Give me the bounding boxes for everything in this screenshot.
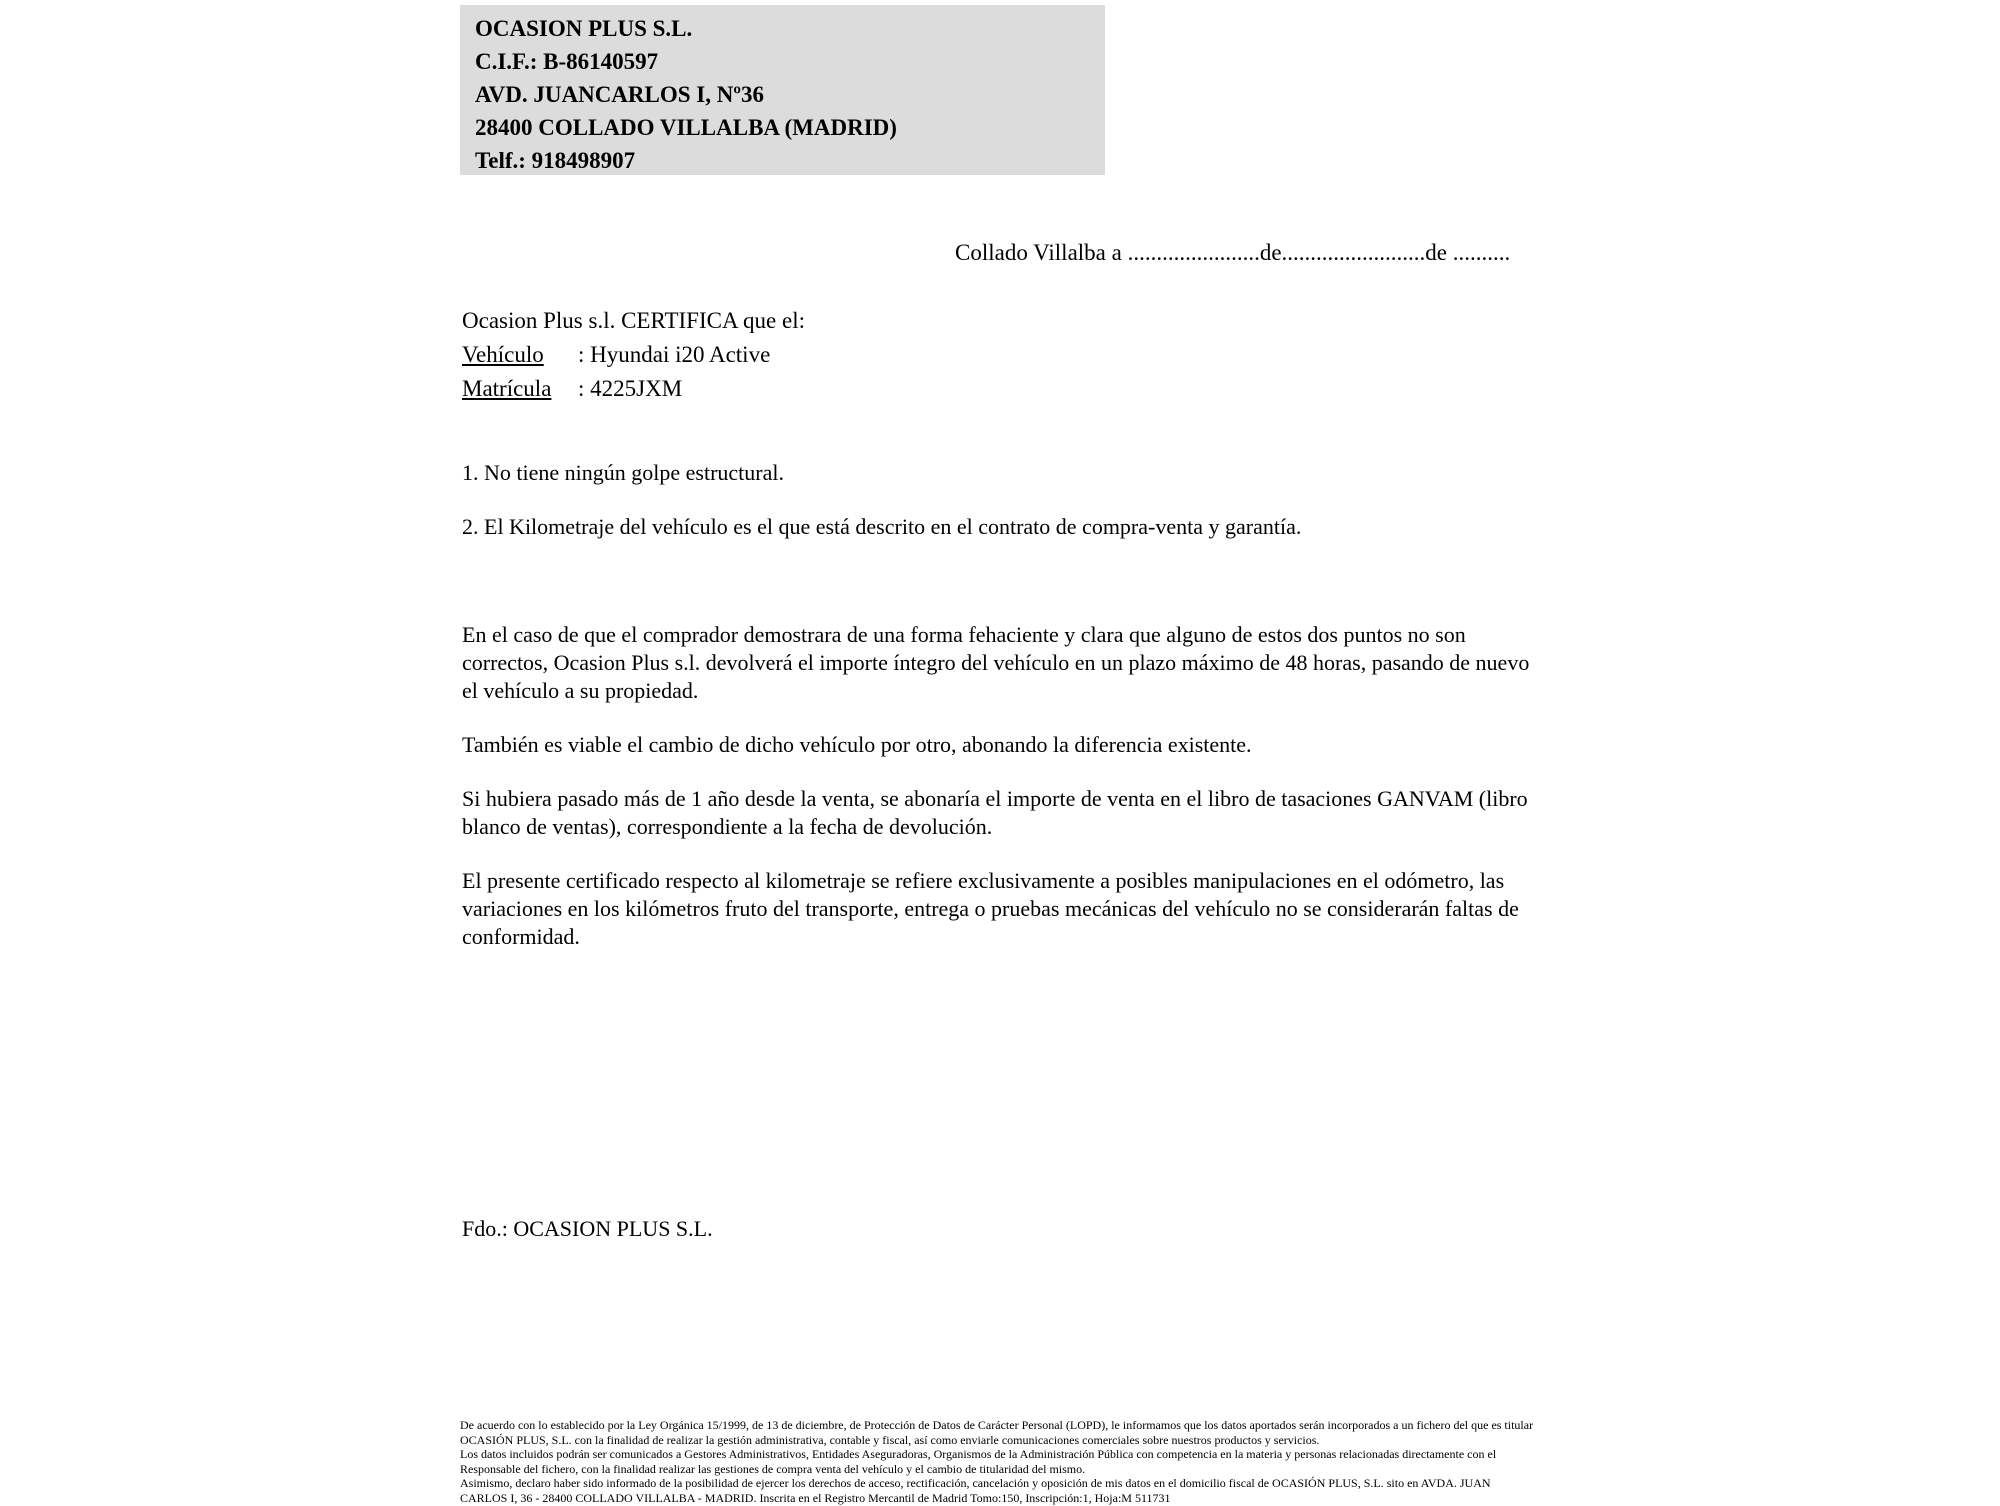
legal-line-2: OCASIÓN PLUS, S.L. con la finalidad de realizar la gestión administrativa, contable y fiscal, así como enviarle comunicaciones comerciales sobre nuestros productos y servicios. — [460, 1432, 1320, 1447]
paragraph-odometer: El presente certificado respecto al kilometraje se refiere exclusivamente a posibles manipulaciones en el odómetro, las variaciones en los kilómetros fruto del transporte, entrega o pruebas mecánicas del vehículo no se considerarán faltas de conformidad. — [462, 868, 1519, 949]
paragraph-refund: En el caso de que el comprador demostrara de una forma fehaciente y clara que alguno de estos dos puntos no son correctos, Ocasion Plus s.l. devolverá el importe íntegro del vehículo en un plazo máximo de 48 horas, pasando de nuevo el vehículo a su propiedad. — [462, 622, 1530, 703]
paragraph-ganvam: Si hubiera pasado más de 1 año desde la venta, se abonaría el importe de venta en el libro de tasaciones GANVAM (libro blanco de ventas), correspondiente a la fecha de devolución. — [462, 786, 1528, 839]
legal-line-1: De acuerdo con lo establecido por la Ley Orgánica 15/1999, de 13 de diciembre, de Protección de Datos de Carácter Personal (LOPD), le informamos que los datos aportados serán incorporados a un fichero del que es titular — [460, 1418, 1534, 1432]
point-1: 1. No tiene ningún golpe estructural. — [462, 460, 784, 485]
signature-line: Fdo.: OCASION PLUS S.L. — [462, 1216, 713, 1241]
company-name: OCASION PLUS S.L. — [475, 16, 693, 41]
letterhead-block — [460, 5, 1105, 175]
plate-label: Matrícula — [462, 376, 552, 401]
certify-intro: Ocasion Plus s.l. CERTIFICA que el: — [462, 308, 805, 333]
plate-label-box — [462, 372, 578, 406]
vehicle-label-box — [462, 338, 578, 372]
certification-points — [462, 459, 1547, 567]
legal-line-4: Responsable del fichero, con la finalidad realizar las gestiones de compra venta del vehículo y el cambio de titularidad del mismo. — [460, 1461, 1086, 1476]
vehicle-label: Vehículo — [462, 342, 544, 367]
point-2: 2. El Kilometraje del vehículo es el que está descrito en el contrato de compra-venta y garantía. — [462, 514, 1302, 539]
company-cif: C.I.F.: B-86140597 — [475, 49, 659, 74]
vehicle-value: : Hyundai i20 Active — [578, 342, 771, 367]
legal-line-3: Los datos incluidos podrán ser comunicados a Gestores Administrativos, Entidades Aseguradoras, Organismos de la Administración Pública con competencia en la materia y personas relacionadas directamente con el — [460, 1447, 1497, 1462]
paragraph-exchange: También es viable el cambio de dicho vehículo por otro, abonando la diferencia existente. — [462, 732, 1252, 757]
company-city: 28400 COLLADO VILLALBA (MADRID) — [475, 115, 897, 140]
plate-value: : 4225JXM — [578, 376, 683, 401]
vehicle-row — [462, 338, 805, 372]
date-fill-in-line: Collado Villalba a .......................de.........................de .......... — [955, 240, 1511, 265]
company-phone: Telf.: 918498907 — [475, 148, 636, 173]
company-address: AVD. JUANCARLOS I, Nº36 — [475, 82, 764, 107]
plate-row — [462, 372, 805, 406]
legal-line-5: Asimismo, declaro haber sido informado de la posibilidad de ejercer los derechos de acceso, rectificación, cancelación y oposición de mis datos en el domicilio fiscal de OCASIÓN PLUS, S.L. sito en AVDA. JUAN — [460, 1476, 1491, 1491]
body-paragraphs — [462, 621, 1547, 977]
legal-line-6: CARLOS I, 36 - 28400 COLLADO VILLALBA - MADRID. Inscrita en el Registro Mercantil de Madrid Tomo:150, Inscripción:1, Hoja:M 511731 — [460, 1490, 1171, 1505]
certification-block — [462, 304, 805, 406]
legal-footer — [460, 1418, 1560, 1506]
